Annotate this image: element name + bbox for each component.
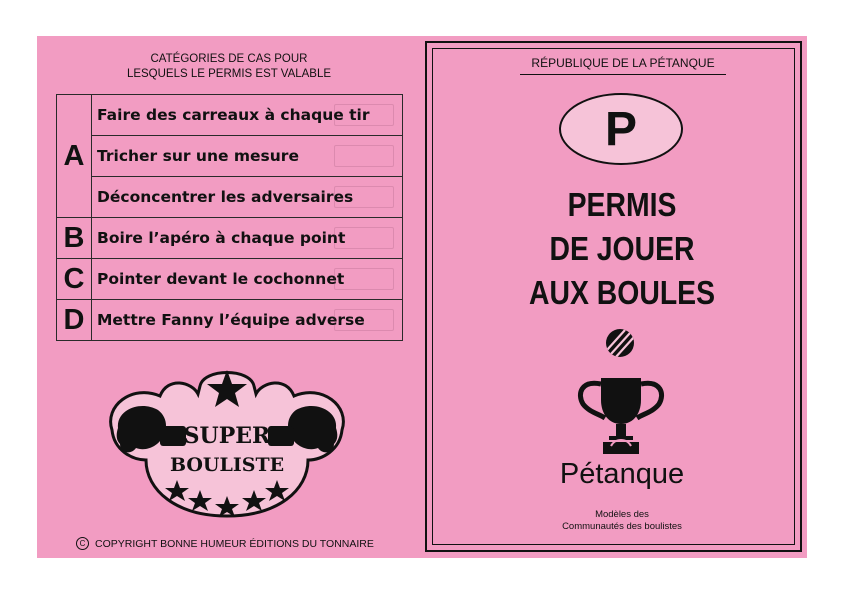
category-row: [92, 300, 403, 341]
models-line-2: Communautés des boulistes: [562, 521, 682, 532]
category-letter-c: C: [57, 259, 92, 300]
category-letter-b: B: [57, 218, 92, 259]
categories-title: [56, 52, 402, 82]
trophy-icon: [575, 374, 667, 456]
petanque-ball-icon: [605, 328, 635, 358]
table-row: [57, 300, 403, 341]
copyright-text: COPYRIGHT BONNE HUMEUR ÉDITIONS DU TONNAIRE: [95, 537, 374, 550]
badge-line-2: BOULISTE: [169, 454, 285, 476]
republic-heading: RÉPUBLIQUE DE LA PÉTANQUE: [520, 56, 726, 75]
category-letter-d: D: [57, 300, 92, 341]
permit-title-line-1: PERMIS: [567, 186, 677, 223]
table-row: [57, 136, 403, 177]
copyright-icon: C: [76, 537, 89, 550]
validation-stamp: [334, 268, 394, 290]
permit-title-line-3: AUX BOULES: [528, 274, 716, 311]
category-letter-a: A: [57, 95, 92, 218]
petanque-label: Pétanque: [559, 458, 685, 490]
category-row: [92, 95, 403, 136]
permit-title-line-2: DE JOUER: [549, 230, 695, 267]
category-text: Tricher sur une mesure: [97, 147, 299, 165]
category-text: Déconcentrer les adversaires: [97, 188, 354, 206]
categories-title-line-2: LESQUELS LE PERMIS EST VALABLE: [126, 68, 332, 80]
p-letter: P: [604, 102, 637, 156]
table-row: [57, 259, 403, 300]
category-text: Boire l’apéro à chaque point: [97, 229, 346, 247]
validation-stamp: [334, 145, 394, 167]
table-row: [57, 95, 403, 136]
category-text: Pointer devant le cochonnet: [97, 270, 345, 288]
categories-table: [56, 94, 403, 341]
category-row: [92, 177, 403, 218]
badge-line-1: SUPER: [183, 423, 271, 449]
copyright-notice: [76, 537, 374, 550]
models-text: [520, 509, 724, 533]
super-bouliste-badge: [102, 364, 352, 524]
categories-title-line-1: CATÉGORIES DE CAS POUR: [150, 53, 308, 65]
category-row: [92, 259, 403, 300]
category-row: [92, 218, 403, 259]
category-text: Faire des carreaux à chaque tir: [97, 106, 370, 124]
table-row: [57, 218, 403, 259]
permit-title: [500, 183, 744, 315]
validation-stamp: [334, 186, 394, 208]
models-line-1: Modèles des: [595, 509, 649, 520]
validation-stamp: [334, 104, 394, 126]
category-text: Mettre Fanny l’équipe adverse: [97, 311, 365, 329]
p-oval-badge: [559, 93, 683, 165]
table-row: [57, 177, 403, 218]
validation-stamp: [334, 227, 394, 249]
category-row: [92, 136, 403, 177]
validation-stamp: [334, 309, 394, 331]
